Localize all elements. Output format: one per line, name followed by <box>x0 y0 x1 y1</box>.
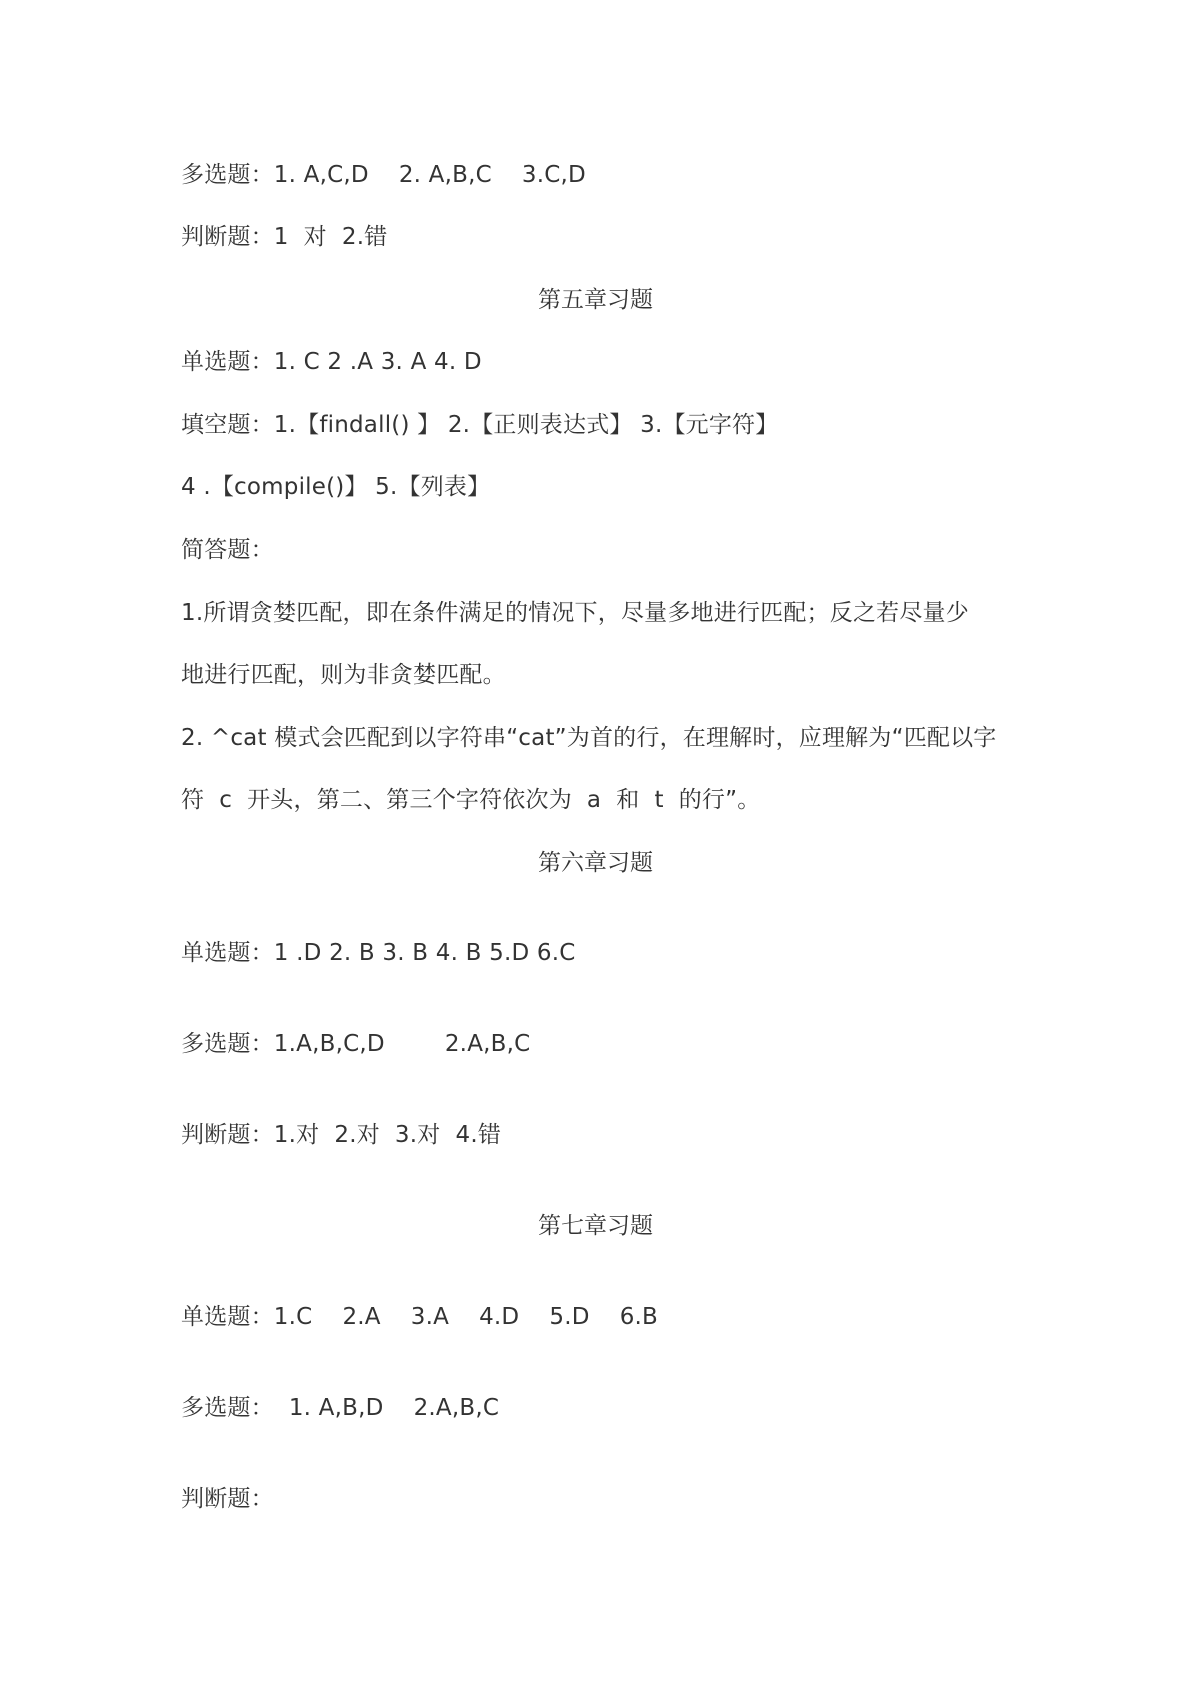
ch5-short-answer-1-line2: 地进行匹配，则为非贪婪匹配。 <box>181 662 506 688</box>
ch7-multi-choice-answers: 多选题： 1. A,B,D 2.A,B,C <box>181 1395 500 1421</box>
ch6-single-choice-answers: 单选题：1 .D 2. B 3. B 4. B 5.D 6.C <box>181 940 576 966</box>
ch5-title: 第五章习题 <box>538 287 653 313</box>
ch5-fill-blank-answers-cont: 4 .【compile()】 5.【列表】 <box>181 474 491 500</box>
ch4-true-false-answers: 判断题：1 对 2.错 <box>181 224 388 250</box>
ch6-multi-choice-answers: 多选题：1.A,B,C,D 2.A,B,C <box>181 1031 531 1057</box>
ch5-short-answer-2-line2: 符 c 开头，第二、第三个字符依次为 a 和 t 的行”。 <box>181 787 761 813</box>
ch6-title: 第六章习题 <box>538 850 653 876</box>
ch5-short-answer-2-line1: 2. ^cat 模式会匹配到以字符串“cat”为首的行，在理解时，应理解为“匹配以字 <box>181 725 997 751</box>
ch5-single-choice-answers: 单选题：1. C 2 .A 3. A 4. D <box>181 349 482 375</box>
ch7-title: 第七章习题 <box>538 1213 653 1239</box>
ch6-true-false-answers: 判断题：1.对 2.对 3.对 4.错 <box>181 1122 502 1148</box>
ch7-true-false-label: 判断题： <box>181 1486 274 1512</box>
ch5-short-answer-1-line1: 1.所谓贪婪匹配，即在条件满足的情况下，尽量多地进行匹配；反之若尽量少 <box>181 600 969 626</box>
ch5-short-answer-label: 简答题： <box>181 537 274 563</box>
ch4-multi-choice-answers: 多选题：1. A,C,D 2. A,B,C 3.C,D <box>181 162 586 188</box>
ch5-fill-blank-answers: 填空题：1.【findall() 】 2.【正则表达式】 3.【元字符】 <box>181 412 779 438</box>
ch7-single-choice-answers: 单选题：1.C 2.A 3.A 4.D 5.D 6.B <box>181 1304 659 1330</box>
